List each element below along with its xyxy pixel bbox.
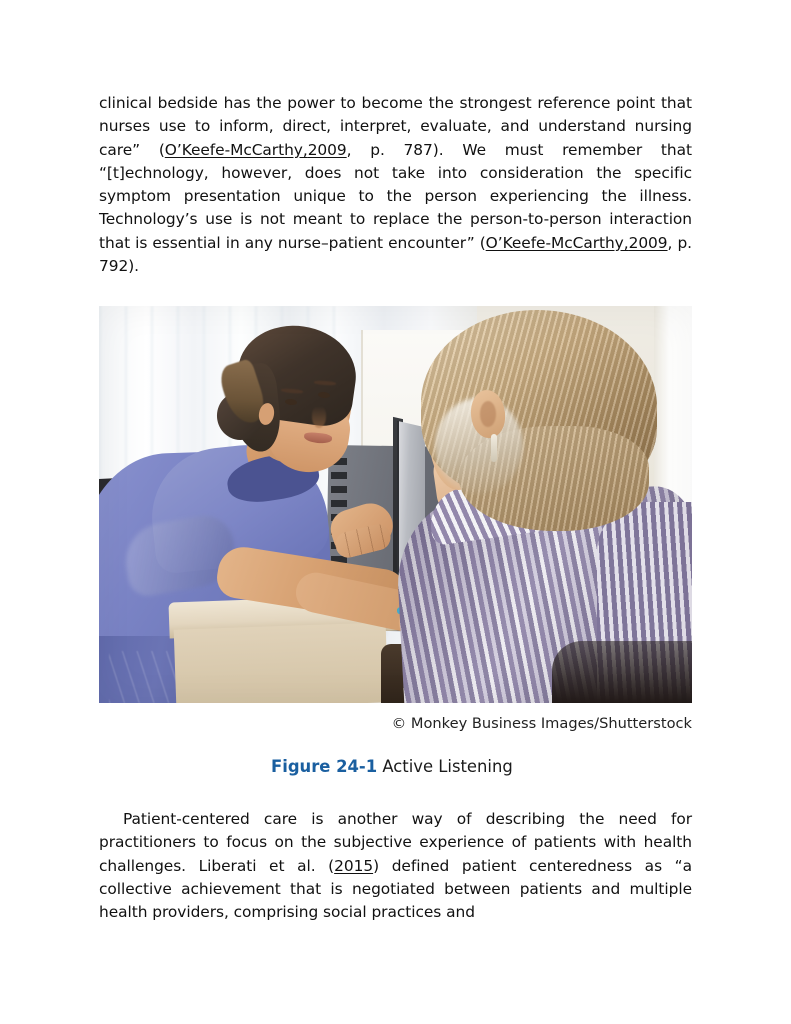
top-paragraph-block	[99, 92, 692, 278]
figure-caption-title: Active Listening	[382, 757, 513, 776]
citation-link-year-2009-first[interactable]: 2009	[307, 140, 347, 159]
citation-link-year-2009-second[interactable]: 2009	[628, 233, 668, 252]
top-paragraph-text-1: clinical bedside has the power to become the strongest reference point that nurses use to inform, direct, interpret, evaluate, and understand nursing care” (	[99, 94, 692, 159]
figure-credit: © Monkey Business Images/Shutterstock	[391, 715, 692, 732]
bottom-paragraph	[99, 808, 692, 924]
top-paragraph-text-2: , p. 787). We must remember that “[t]echnology, however, does not take into consideration the specific symptom presentation unique to the person experiencing the illness. Technology’s use is not meant to replace the person-to-person interaction that is essential in any nurse–patient encounter” (	[99, 140, 692, 252]
figure-24-1	[99, 306, 692, 703]
figure-caption-label: Figure 24-1	[271, 757, 378, 776]
photo-desk-front-panel	[174, 622, 389, 703]
figure-photo-active-listening	[99, 306, 692, 703]
photo-patient-earring	[491, 434, 497, 462]
citation-link-okeefe-mccarthy-1[interactable]: O’Keefe-McCarthy,	[164, 140, 308, 159]
top-paragraph-text-3: , p. 792).	[99, 233, 693, 276]
citation-link-okeefe-mccarthy-2[interactable]: O’Keefe-McCarthy,	[485, 233, 629, 252]
photo-patient-ear-inner	[480, 401, 496, 427]
top-paragraph	[99, 92, 692, 278]
bottom-paragraph-text-1: Patient-centered care is another way of describing the need for practitioners to focus on the subjective experience of patients with health challenges. Liberati et al. (	[99, 810, 692, 875]
photo-nurse-nose	[312, 406, 326, 428]
bottom-paragraph-block	[99, 808, 692, 924]
photo-foreground-shadow	[552, 641, 692, 703]
bottom-paragraph-text-2: ) defined patient centeredness as “a collective achievement that is negotiated between patients and multiple health providers, comprising social practices and	[99, 856, 692, 922]
citation-link-year-2015[interactable]: 2015	[334, 856, 374, 875]
figure-caption	[271, 756, 513, 778]
